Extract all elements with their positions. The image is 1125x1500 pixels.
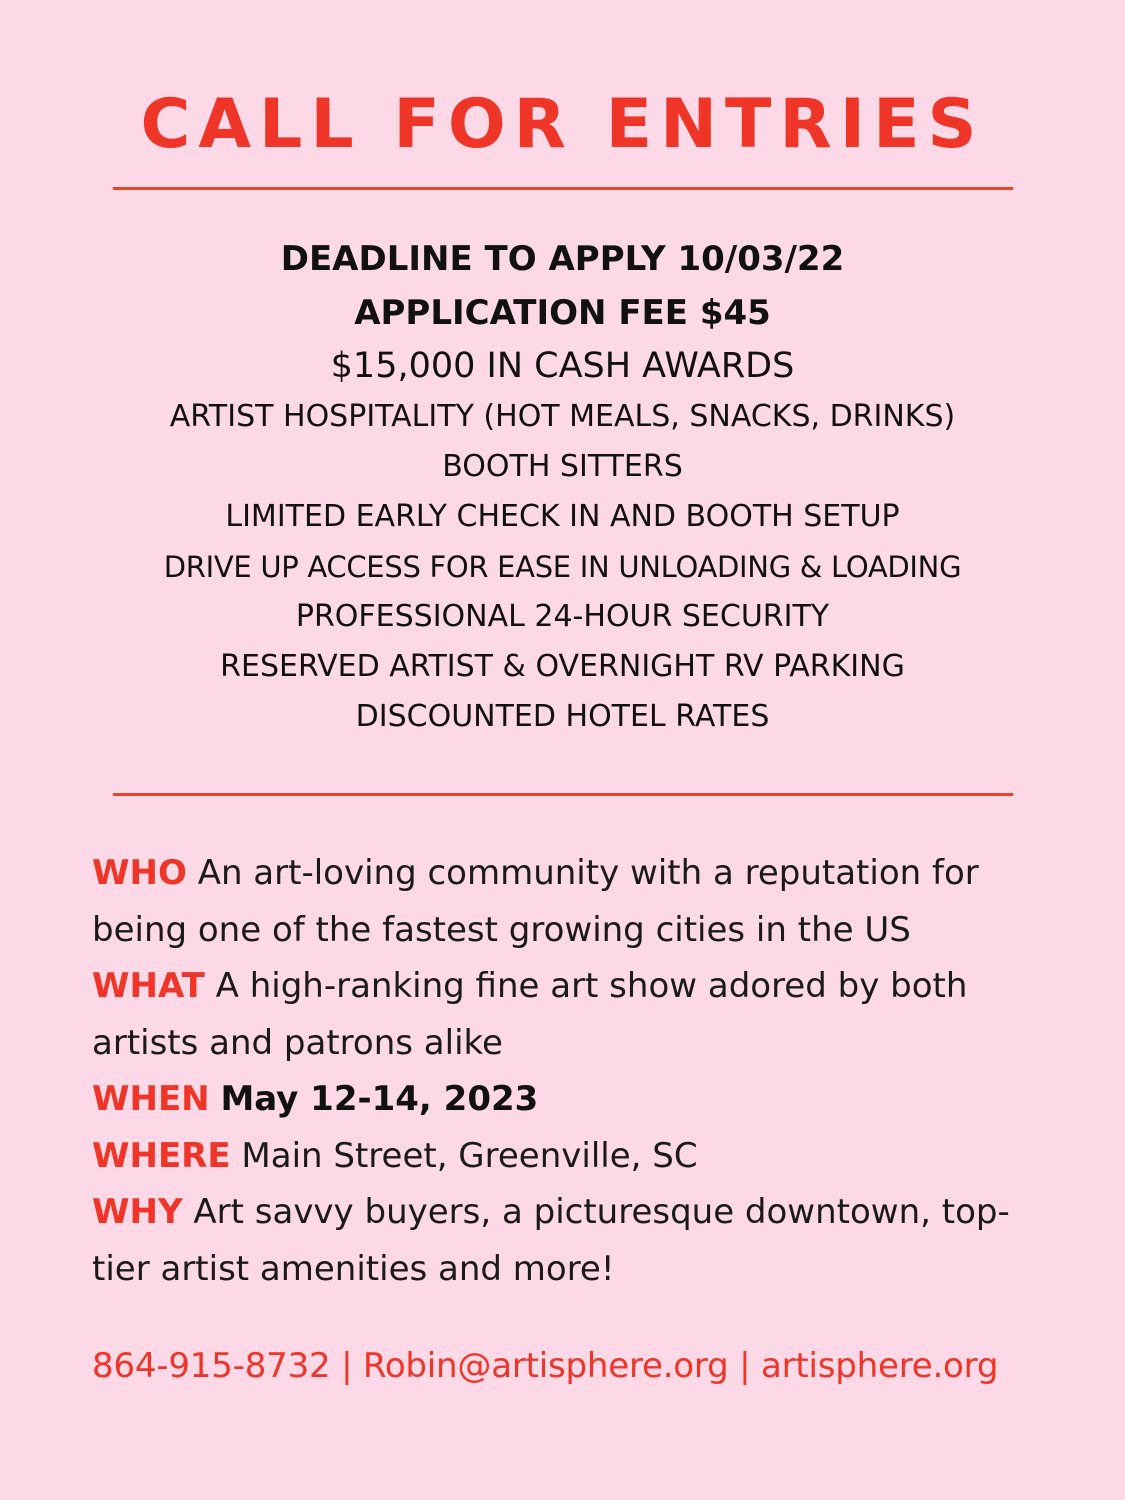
why-text: Art savvy buyers, a picturesque downtown, top-tier artist amenities and more! <box>92 1192 1010 1289</box>
cash-awards-line: $15,000 IN CASH AWARDS <box>330 346 795 386</box>
where-label: WHERE <box>92 1135 231 1176</box>
top-divider <box>113 187 1013 190</box>
benefit-hospitality: ARTIST HOSPITALITY (HOT MEALS, SNACKS, DRINKS) <box>169 399 956 434</box>
who-label: WHO <box>92 853 187 893</box>
benefit-hotel-rates: DISCOUNTED HOTEL RATES <box>355 699 770 734</box>
why-detail <box>92 1184 1052 1297</box>
poster-title: CALL FOR ENTRIES <box>140 85 985 164</box>
when-detail <box>92 1071 1052 1128</box>
application-fee-line: APPLICATION FEE $45 <box>354 293 771 333</box>
benefit-parking: RESERVED ARTIST & OVERNIGHT RV PARKING <box>220 649 905 684</box>
where-text: Main Street, Greenville, SC <box>241 1135 698 1176</box>
contact-line: 864-915-8732 | Robin@artisphere.org | artisphere.org <box>92 1346 999 1386</box>
benefit-drive-up-access: DRIVE UP ACCESS FOR EASE IN UNLOADING & LOADING <box>163 550 962 584</box>
when-text: May 12-14, 2023 <box>220 1079 539 1119</box>
when-label: WHEN <box>92 1079 210 1119</box>
deadline-line: DEADLINE TO APPLY 10/03/22 <box>280 239 845 279</box>
what-label: WHAT <box>92 966 205 1006</box>
benefit-booth-sitters: BOOTH SITTERS <box>442 449 683 484</box>
why-label: WHY <box>92 1192 183 1232</box>
who-text: An art-loving community with a reputation for being one of the fastest growing cities in the US <box>92 853 979 950</box>
benefit-security: PROFESSIONAL 24-HOUR SECURITY <box>295 599 830 634</box>
what-detail <box>92 958 1052 1071</box>
bottom-divider <box>113 793 1013 796</box>
event-details <box>92 845 1052 1297</box>
who-detail <box>92 845 1052 958</box>
what-text: A high-ranking fine art show adored by both artists and patrons alike <box>92 966 968 1063</box>
benefit-early-check-in: LIMITED EARLY CHECK IN AND BOOTH SETUP <box>225 499 900 534</box>
application-summary <box>0 232 1125 742</box>
where-detail <box>92 1128 1052 1185</box>
